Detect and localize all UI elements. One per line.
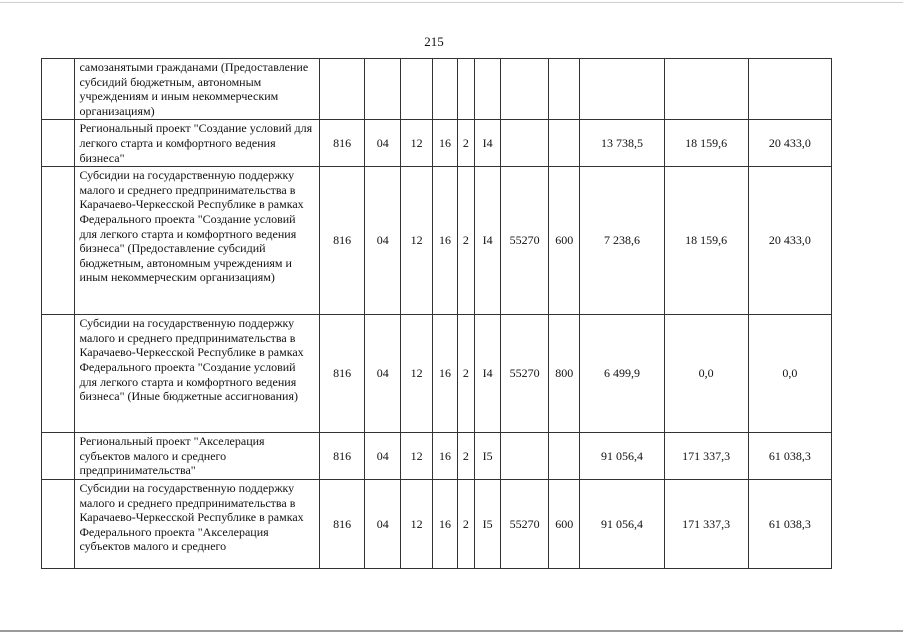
row-gr: 816 [319,120,365,167]
row-csr-1: 16 [433,120,457,167]
row-sum-2: 18 159,6 [664,120,748,167]
row-csr-2: 2 [457,315,474,433]
row-csr-3: I4 [474,315,500,433]
row-sum-1: 13 738,5 [580,120,664,167]
page-number: 215 [424,34,444,49]
row-sum-1: 7 238,6 [580,167,664,315]
row-rz: 04 [365,479,400,568]
row-sum-1: 91 056,4 [580,479,664,568]
row-vr: 600 [548,479,579,568]
row-sum-3 [748,59,831,120]
row-pr: 12 [400,433,432,480]
budget-table [41,58,832,569]
row-gr: 816 [319,433,365,480]
row-csr-1: 16 [433,315,457,433]
row-name: самозанятыми гражданами (Предоставление субсидий бюджетным, автономным учреждениям и иным некоммерческим организациям) [75,59,319,120]
row-sum-3: 20 433,0 [748,167,831,315]
row-sum-2: 18 159,6 [664,167,748,315]
row-blank-cell [42,167,75,315]
row-blank-cell [42,433,75,480]
row-pr: 12 [400,315,432,433]
row-csr-4 [501,59,549,120]
row-sum-3: 61 038,3 [748,433,831,480]
row-vr: 800 [548,315,579,433]
row-csr-3 [474,59,500,120]
row-name: Региональный проект "Создание условий для легкого старта и комфортного ведения бизнеса" [75,120,319,167]
row-gr: 816 [319,479,365,568]
row-rz: 04 [365,120,400,167]
row-pr [400,59,432,120]
row-csr-4: 55270 [501,479,549,568]
bottom-edge-line [0,630,903,632]
row-blank-cell [42,120,75,167]
row-sum-2: 171 337,3 [664,479,748,568]
row-vr [548,433,579,480]
row-csr-3: I5 [474,433,500,480]
row-gr [319,59,365,120]
row-sum-3: 61 038,3 [748,479,831,568]
row-vr: 600 [548,167,579,315]
row-csr-2: 2 [457,433,474,480]
row-csr-2: 2 [457,479,474,568]
row-csr-1 [433,59,457,120]
row-name: Субсидии на государственную поддержку малого и среднего предпринимательства в Карачаево-Черкесской Республике в рамках Федерального проекта "Акселерация субъектов малого и среднего [75,479,319,568]
row-csr-1: 16 [433,479,457,568]
row-gr: 816 [319,315,365,433]
row-sum-1 [580,59,664,120]
row-csr-2: 2 [457,120,474,167]
row-sum-2: 171 337,3 [664,433,748,480]
row-sum-2: 0,0 [664,315,748,433]
row-rz: 04 [365,167,400,315]
row-csr-4 [501,120,549,167]
row-vr [548,59,579,120]
row-name: Субсидии на государственную поддержку малого и среднего предпринимательства в Карачаево-Черкесской Республике в рамках Федерального проекта "Создание условий для легкого старта и комфортного ведения бизнеса" (Иные бюджетные ассигнования) [75,315,319,433]
row-sum-1: 91 056,4 [580,433,664,480]
row-csr-3: I5 [474,479,500,568]
row-name: Региональный проект "Акселерация субъектов малого и среднего предпринимательства" [75,433,319,480]
row-csr-1: 16 [433,167,457,315]
row-blank-cell [42,315,75,433]
row-vr [548,120,579,167]
row-sum-2 [664,59,748,120]
table-row [42,59,832,120]
row-pr: 12 [400,479,432,568]
row-sum-1: 6 499,9 [580,315,664,433]
table-row [42,167,832,315]
table-row [42,315,832,433]
row-sum-3: 0,0 [748,315,831,433]
table-row [42,479,832,568]
row-name: Субсидии на государственную поддержку малого и среднего предпринимательства в Карачаево-Черкесской Республике в рамках Федерального проекта "Создание условий для легкого старта и комфортного ведения бизнеса" (Предоставление субсидий бюджетным, автономным учреждениям и иным некоммерческим организациям) [75,167,319,315]
row-csr-3: I4 [474,167,500,315]
row-csr-1: 16 [433,433,457,480]
row-csr-4: 55270 [501,167,549,315]
table-row [42,433,832,480]
row-blank-cell [42,59,75,120]
row-csr-2: 2 [457,167,474,315]
row-rz: 04 [365,433,400,480]
table-row [42,120,832,167]
row-pr: 12 [400,167,432,315]
row-rz [365,59,400,120]
row-rz: 04 [365,315,400,433]
row-csr-3: I4 [474,120,500,167]
row-csr-4 [501,433,549,480]
row-csr-4: 55270 [501,315,549,433]
row-blank-cell [42,479,75,568]
row-sum-3: 20 433,0 [748,120,831,167]
row-csr-2 [457,59,474,120]
top-edge-line [0,2,903,3]
row-pr: 12 [400,120,432,167]
row-gr: 816 [319,167,365,315]
